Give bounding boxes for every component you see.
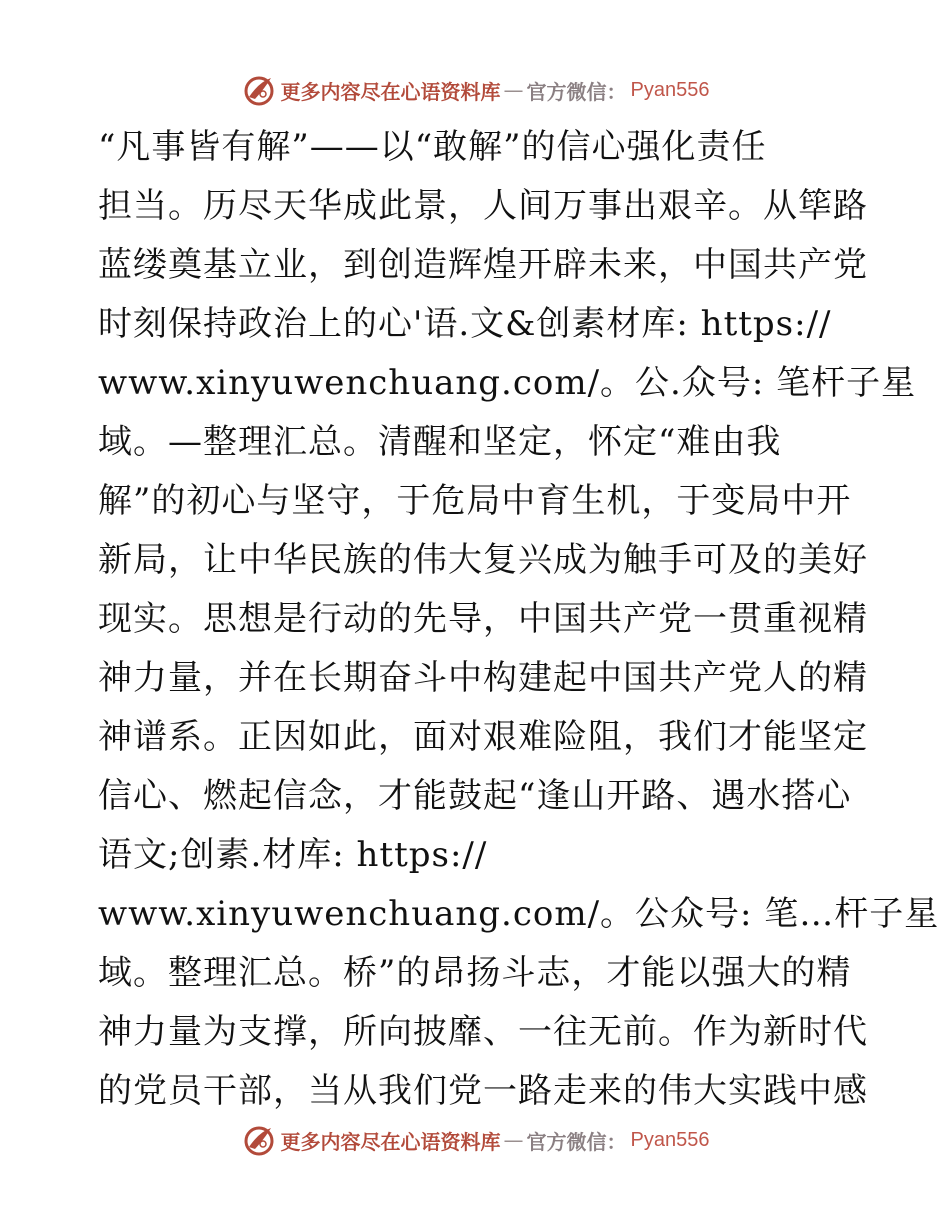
- banner-slogan: 更多内容尽在心语资料库: [280, 1129, 501, 1154]
- brush-logo-icon: [241, 1122, 277, 1158]
- banner-dash: —: [503, 1128, 524, 1152]
- brush-logo-icon: [241, 72, 277, 108]
- text-line: 神力量，并在长期奋斗中构建起中国共产党人的精: [98, 658, 868, 698]
- text-line: 信心、燃起信念，才能鼓起“逢山开路、遇水搭心: [98, 776, 852, 816]
- banner-slogan: 更多内容尽在心语资料库: [280, 79, 501, 104]
- text-line: www.xinyuwenchuang.com/。公众号: 笔…杆子星: [98, 894, 940, 934]
- banner-wechat-id: Pyan556: [630, 78, 710, 101]
- text-line: 蓝缕奠基立业，到创造辉煌开辟未来，中国共产党: [98, 245, 868, 285]
- text-line: “凡事皆有解”——以“敢解”的信心强化责任: [98, 127, 767, 167]
- text-line: 域。—整理汇总。清醒和坚定，怀定“难由我: [98, 422, 782, 462]
- banner-dash: —: [503, 78, 524, 102]
- text-line: 解”的初心与坚守，于危局中育生机，于变局中开: [98, 481, 852, 521]
- text-line: 担当。历尽天华成此景，人间万事出艰辛。从筚路: [98, 186, 868, 226]
- text-line: 语文;创素.材库: https://: [98, 835, 488, 875]
- text-line: 的党员干部，当从我们党一路走来的伟大实践中感: [98, 1071, 868, 1111]
- text-line: 时刻保持政治上的心'语.文&创素材库: https://: [98, 304, 832, 344]
- text-line: 神力量为支撑，所向披靡、一往无前。作为新时代: [98, 1012, 868, 1052]
- banner-official-label: 官方微信：: [526, 1129, 627, 1154]
- footer-banner: [0, 1120, 950, 1160]
- banner-wechat-id: Pyan556: [630, 1128, 710, 1151]
- header-banner: [0, 70, 950, 110]
- text-line: 神谱系。正因如此，面对艰难险阻，我们才能坚定: [98, 717, 868, 757]
- banner-official-label: 官方微信：: [526, 79, 627, 104]
- text-line: www.xinyuwenchuang.com/。公.众号: 笔杆子星: [98, 363, 917, 403]
- text-line: 现实。思想是行动的先导，中国共产党一贯重视精: [98, 599, 868, 639]
- text-line: 新局，让中华民族的伟大复兴成为触手可及的美好: [98, 540, 868, 580]
- document-body: [98, 118, 940, 1121]
- text-line: 域。整理汇总。桥”的昂扬斗志，才能以强大的精: [98, 953, 852, 993]
